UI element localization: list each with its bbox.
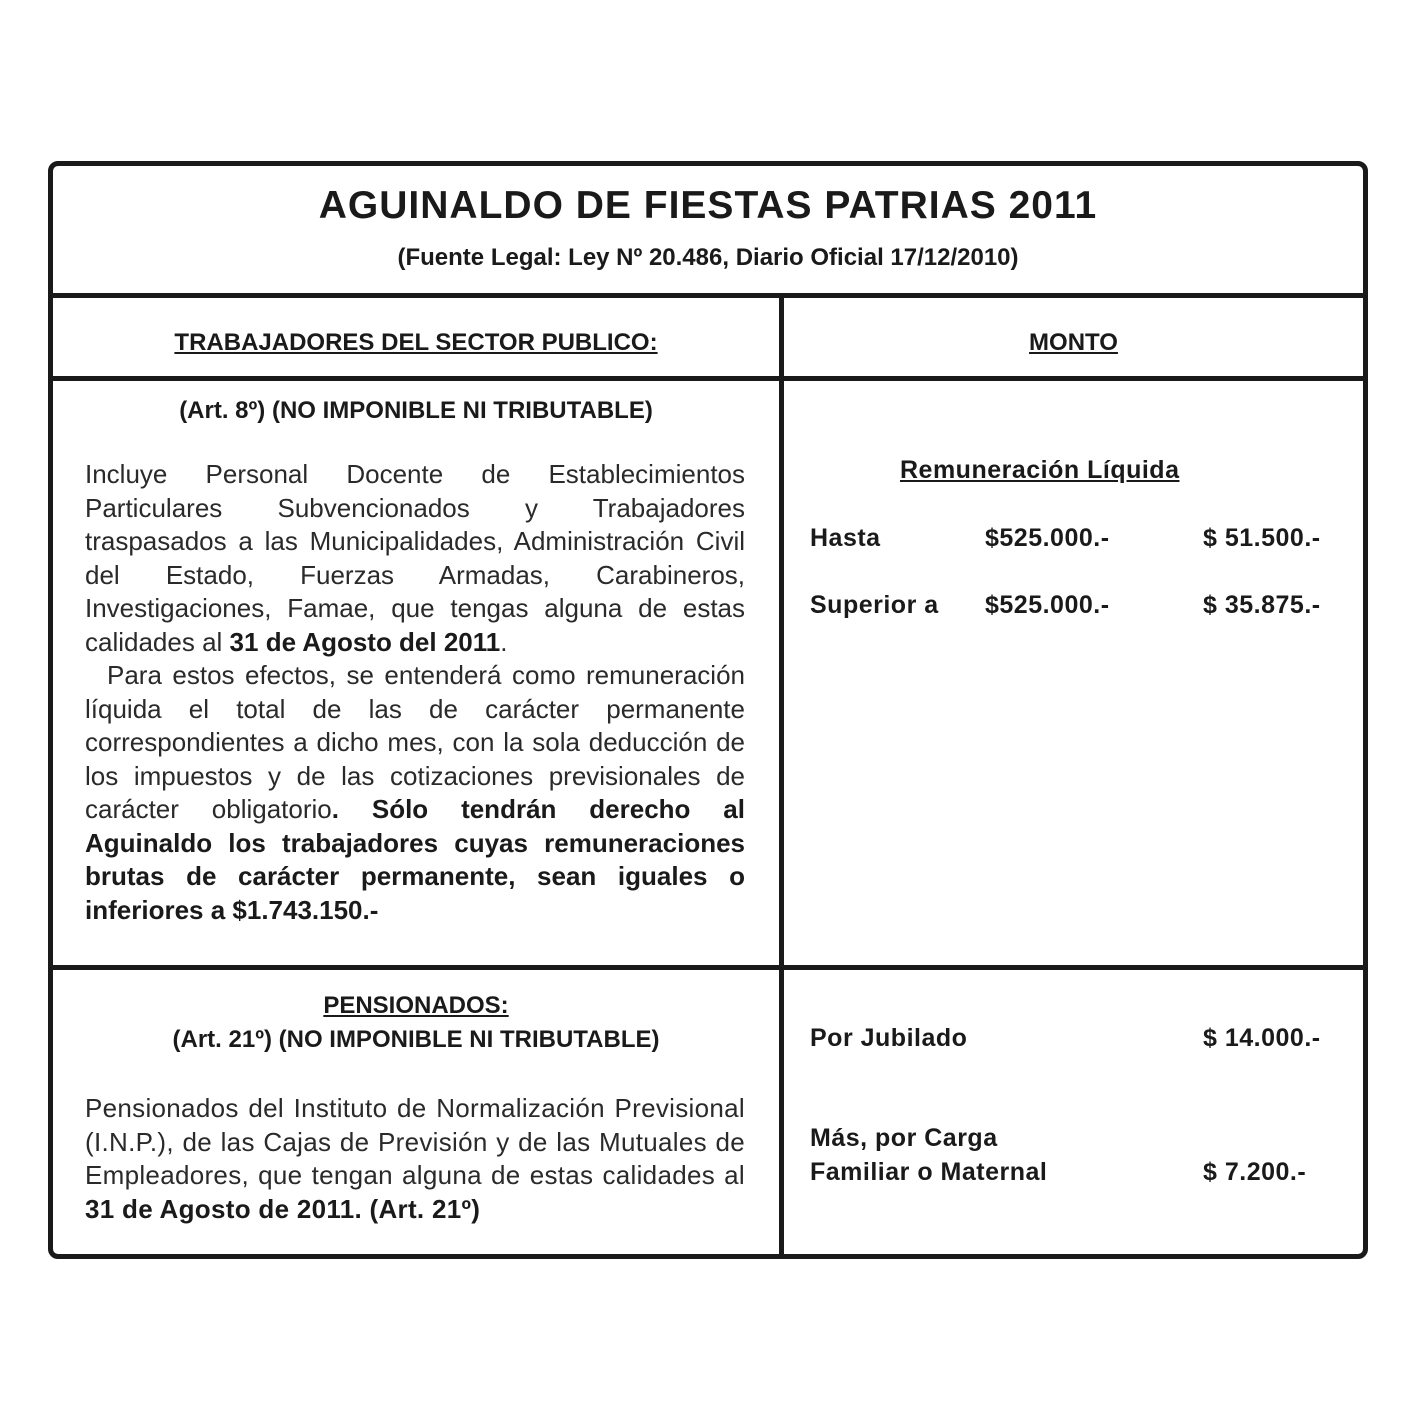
row-hasta-label: Hasta [810,524,881,552]
public-sector-description [85,458,745,927]
row-hasta-threshold: $525.000.- [985,524,1110,552]
pensioners-heading: PENSIONADOS: [323,992,509,1019]
header-divider [53,293,1363,298]
row-hasta-amount: $ 51.500.- [1203,524,1321,552]
public-sector-paragraph-2: Para estos efectos, se entenderá como remuneración líquida el total de las de carácter permanente correspondientes a dicho mes, con la sola deducción de los impuestos y de las cotizaciones previsionales de carácter obligatorio. Sólo tendrán derecho al Aguinaldo los trabajadores cuyas remuneraciones brutas de carácter permanente, sean iguales o inferiores a $1.743.150.- [85,660,745,925]
legal-source: (Fuente Legal: Ley Nº 20.486, Diario Oficial 17/12/2010) [397,244,1019,271]
jubilado-amount: $ 14.000.- [1203,1024,1321,1052]
column-header-left: TRABAJADORES DEL SECTOR PUBLICO: [174,329,658,356]
row-superior-amount: $ 35.875.- [1203,591,1321,619]
page-title: AGUINALDO DE FIESTAS PATRIAS 2011 [318,184,1098,227]
aguinaldo-table [48,161,1368,1259]
section-divider [53,965,1363,970]
amounts-heading: Remuneración Líquida [900,456,1180,484]
pensioners-description: Pensionados del Instituto de Normalización Previsional (I.N.P.), de las Cajas de Previsión y de las Mutuales de Empleadores, que tengan alguna de estas calidades al 31 de Agosto de 2011. (Art. 21º) [85,1093,745,1224]
column-header-divider [53,376,1363,381]
column-divider [779,293,784,1254]
jubilado-label: Por Jubilado [810,1024,968,1052]
row-superior-threshold: $525.000.- [985,591,1110,619]
carga-amount: $ 7.200.- [1203,1158,1307,1186]
public-sector-article: (Art. 8º) (NO IMPONIBLE NI TRIBUTABLE) [179,397,653,424]
carga-label-line-1: Más, por Carga [810,1124,998,1152]
row-superior-label: Superior a [810,591,939,619]
column-header-right: MONTO [1029,329,1118,356]
carga-label-line-2: Familiar o Maternal [810,1158,1048,1186]
pensioners-article: (Art. 21º) (NO IMPONIBLE NI TRIBUTABLE) [172,1026,660,1053]
public-sector-paragraph-1: Incluye Personal Docente de Establecimientos Particulares Subvencionados y Trabajadores traspasados a las Municipalidades, Administración Civil del Estado, Fuerzas Armadas, Carabineros, Investigaciones, Famae, que tengas alguna de estas calidades al 31 de Agosto del 2011. [85,459,745,657]
